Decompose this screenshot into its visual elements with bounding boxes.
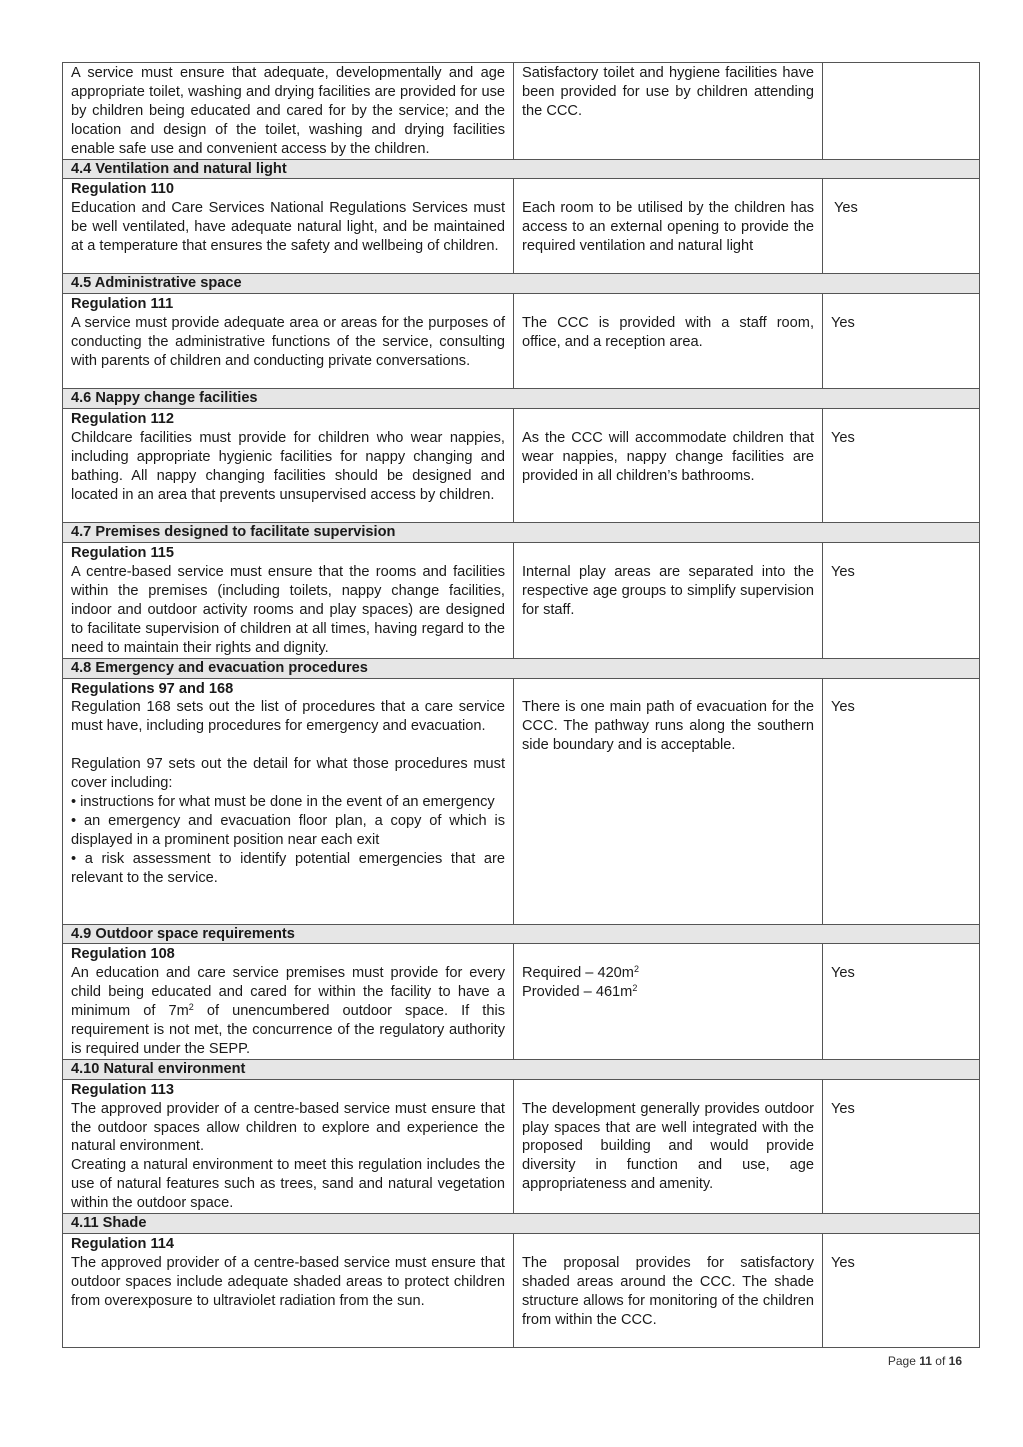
complies-text: Yes — [831, 1100, 855, 1117]
section-title: 4.4 Ventilation and natural light — [63, 159, 980, 179]
section-header — [63, 389, 980, 409]
response-text: The CCC is provided with a staff room, office, and a reception area. — [522, 315, 814, 351]
requirement-cell — [63, 409, 514, 523]
page-footer — [888, 1354, 962, 1368]
compliance-table — [62, 62, 980, 1348]
requirement-cell — [63, 1234, 514, 1348]
section-title: 4.11 Shade — [63, 1214, 980, 1234]
requirement-text: A service must provide adequate area or areas for the purposes of conducting the administrative functions of the service, consulting with parents of children and conducting private conversations. — [71, 315, 505, 370]
section-title: 4.8 Emergency and evacuation procedures — [63, 658, 980, 678]
table-row — [63, 63, 980, 160]
section-header — [63, 1214, 980, 1234]
response-cell — [514, 944, 823, 1059]
requirement-cell — [63, 543, 514, 658]
complies-text: Yes — [831, 965, 855, 982]
complies-text: Yes — [834, 200, 858, 217]
table-row — [63, 409, 980, 523]
complies-cell — [823, 543, 980, 658]
complies-cell — [823, 63, 980, 160]
complies-cell — [823, 944, 980, 1059]
section-header — [63, 274, 980, 294]
requirement-text: Childcare facilities must provide for children who wear nappies, including appropriate hygienic facilities for nappy changing and bathing. All nappy changing facilities should be designed and located in an area that prevents unsupervised access by children. — [71, 430, 505, 503]
complies-cell — [823, 678, 980, 924]
table-row — [63, 543, 980, 658]
response-cell — [514, 409, 823, 523]
response-cell — [514, 543, 823, 658]
table-row — [63, 1079, 980, 1213]
complies-cell — [823, 179, 980, 274]
regulation-label: Regulation 111 — [71, 296, 174, 313]
response-cell — [514, 1234, 823, 1348]
requirement-text: Creating a natural environment to meet this regulation includes the use of natural features such as trees, sand and natural vegetation within the outdoor space. — [71, 1157, 505, 1212]
regulation-label: Regulation 114 — [71, 1236, 174, 1252]
regulation-label: Regulations 97 and 168 — [71, 680, 234, 697]
table-row — [63, 944, 980, 1059]
complies-text: Yes — [831, 564, 855, 581]
of-label: of — [935, 1354, 946, 1368]
section-title: 4.6 Nappy change facilities — [63, 389, 980, 409]
response-text: The proposal provides for satisfactory shaded areas around the CCC. The shade structure allows for monitoring of the children from within the CCC. — [522, 1254, 814, 1328]
requirement-text: Education and Care Services National Regulations Services must be well ventilated, have adequate natural light, and be maintained at a temperature that ensures the safety and wellbeing of children. — [71, 200, 505, 255]
requirement-text: The approved provider of a centre-based service must ensure that the outdoor spaces allow children to explore and experience the natural environment. — [71, 1100, 505, 1155]
section-title: 4.10 Natural environment — [63, 1059, 980, 1079]
requirement-cell — [63, 179, 514, 274]
response-cell — [514, 179, 823, 274]
section-header — [63, 924, 980, 944]
response-text: The development generally provides outdoor play spaces that are well integrated with the proposed building and would provide diversity in function and use, age appropriateness and amenity. — [522, 1100, 814, 1193]
complies-cell — [823, 409, 980, 523]
section-header — [63, 1059, 980, 1079]
response-text: Satisfactory toilet and hygiene facilities have been provided for use by children attending the CCC. — [522, 65, 814, 119]
bullet-item: • instructions for what must be done in the event of an emergency — [71, 793, 495, 810]
response-cell — [514, 294, 823, 389]
table-row — [63, 294, 980, 389]
total-pages: 16 — [948, 1354, 962, 1368]
requirement-text: Regulation 97 sets out the detail for what those procedures must cover including: — [71, 756, 505, 792]
response-cell — [514, 1079, 823, 1213]
section-title: 4.5 Administrative space — [63, 274, 980, 294]
requirement-cell — [63, 944, 514, 1059]
requirement-cell — [63, 678, 514, 924]
complies-text: Yes — [831, 1254, 855, 1271]
regulation-label: Regulation 113 — [71, 1081, 174, 1098]
response-cell — [514, 678, 823, 924]
requirement-text: A service must ensure that adequate, developmentally and age appropriate toilet, washing and drying facilities are provided for use by children being educated and cared for by the service; and the location and design of the toilet, washing and drying facilities enable safe use and convenient access by the children. — [71, 65, 505, 157]
section-header — [63, 658, 980, 678]
table-row — [63, 678, 980, 924]
bullet-item: • a risk assessment to identify potential emergencies that are relevant to the service. — [71, 850, 505, 886]
requirement-text: A centre-based service must ensure that the rooms and facilities within the premises (including toilets, nappy change facilities, indoor and outdoor activity rooms and play spaces) are designed to facilitate supervision of children at all times, having regard to the need to maintain their rights and dignity. — [71, 564, 505, 656]
requirement-cell — [63, 63, 514, 160]
page-number: 11 — [919, 1354, 932, 1368]
regulation-label: Regulation 110 — [71, 181, 174, 198]
provided-area: Provided – $461m^2$ — [522, 983, 638, 1001]
complies-text: Yes — [831, 315, 855, 332]
bullet-item: • an emergency and evacuation floor plan, a copy of which is displayed in a prominent position near each exit — [71, 812, 505, 848]
table-row — [63, 179, 980, 274]
response-text: There is one main path of evacuation for the CCC. The pathway runs along the southern side boundary and is acceptable. — [522, 699, 814, 754]
complies-text: Yes — [831, 430, 855, 447]
complies-cell — [823, 294, 980, 389]
requirement-text: An education and care service premises must provide for every child being educated and cared for within the facility to have a minimum of $7m^2$ of unencumbered outdoor space. If this requirement is not met, the concurrence of the regulatory authority is required under the SEPP. — [71, 965, 505, 1057]
section-header — [63, 159, 980, 179]
complies-cell — [823, 1079, 980, 1213]
required-area: Required – $420m^2$ — [522, 964, 639, 982]
response-text: Internal play areas are separated into the respective age groups to simplify supervision for staff. — [522, 564, 814, 618]
section-header — [63, 523, 980, 543]
response-text: As the CCC will accommodate children that wear nappies, nappy change facilities are provided in all children’s bathrooms. — [522, 430, 814, 484]
complies-cell — [823, 1234, 980, 1348]
requirement-cell — [63, 294, 514, 389]
response-cell — [514, 63, 823, 160]
regulation-label: Regulation 108 — [71, 946, 175, 963]
section-title: 4.7 Premises designed to facilitate supervision — [63, 523, 980, 543]
regulation-label: Regulation 112 — [71, 411, 174, 428]
table-row — [63, 1234, 980, 1348]
response-text: Each room to be utilised by the children has access to an external opening to provide the required ventilation and natural light — [522, 200, 814, 255]
requirement-text: Regulation 168 sets out the list of procedures that a care service must have, including procedures for emergency and evacuation. — [71, 699, 505, 735]
regulation-label: Regulation 115 — [71, 545, 174, 562]
complies-text: Yes — [831, 699, 855, 716]
section-title: 4.9 Outdoor space requirements — [63, 924, 980, 944]
requirement-text: The approved provider of a centre-based service must ensure that outdoor spaces include adequate shaded areas to protect children from overexposure to ultraviolet radiation from the sun. — [71, 1254, 505, 1309]
page-label: Page — [887, 1354, 916, 1368]
requirement-cell — [63, 1079, 514, 1213]
